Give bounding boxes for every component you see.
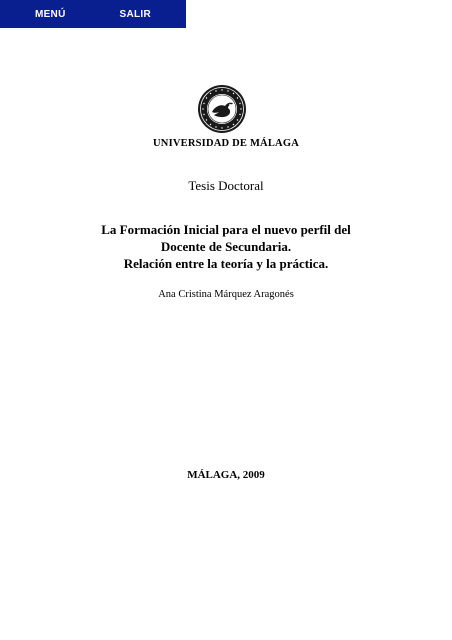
- thesis-title: [0, 221, 452, 272]
- thesis-title-line: Docente de Secundaria.: [160, 239, 292, 254]
- exit-button[interactable]: SALIR: [119, 8, 152, 20]
- author-name: Ana Cristina Márquez Aragonés: [158, 289, 294, 300]
- thesis-title-line: La Formación Inicial para el nuevo perfil del: [101, 222, 351, 237]
- place-and-year: MÁLAGA, 2009: [187, 469, 265, 481]
- thesis-title-line: Relación entre la teoría y la práctica.: [123, 256, 329, 271]
- university-seal-icon: [197, 84, 247, 134]
- university-name: UNIVERSIDAD DE MÁLAGA: [153, 138, 299, 149]
- menu-button[interactable]: MENÚ: [34, 8, 66, 20]
- navigation-bar: [0, 0, 186, 28]
- document-type: Tesis Doctoral: [188, 178, 264, 193]
